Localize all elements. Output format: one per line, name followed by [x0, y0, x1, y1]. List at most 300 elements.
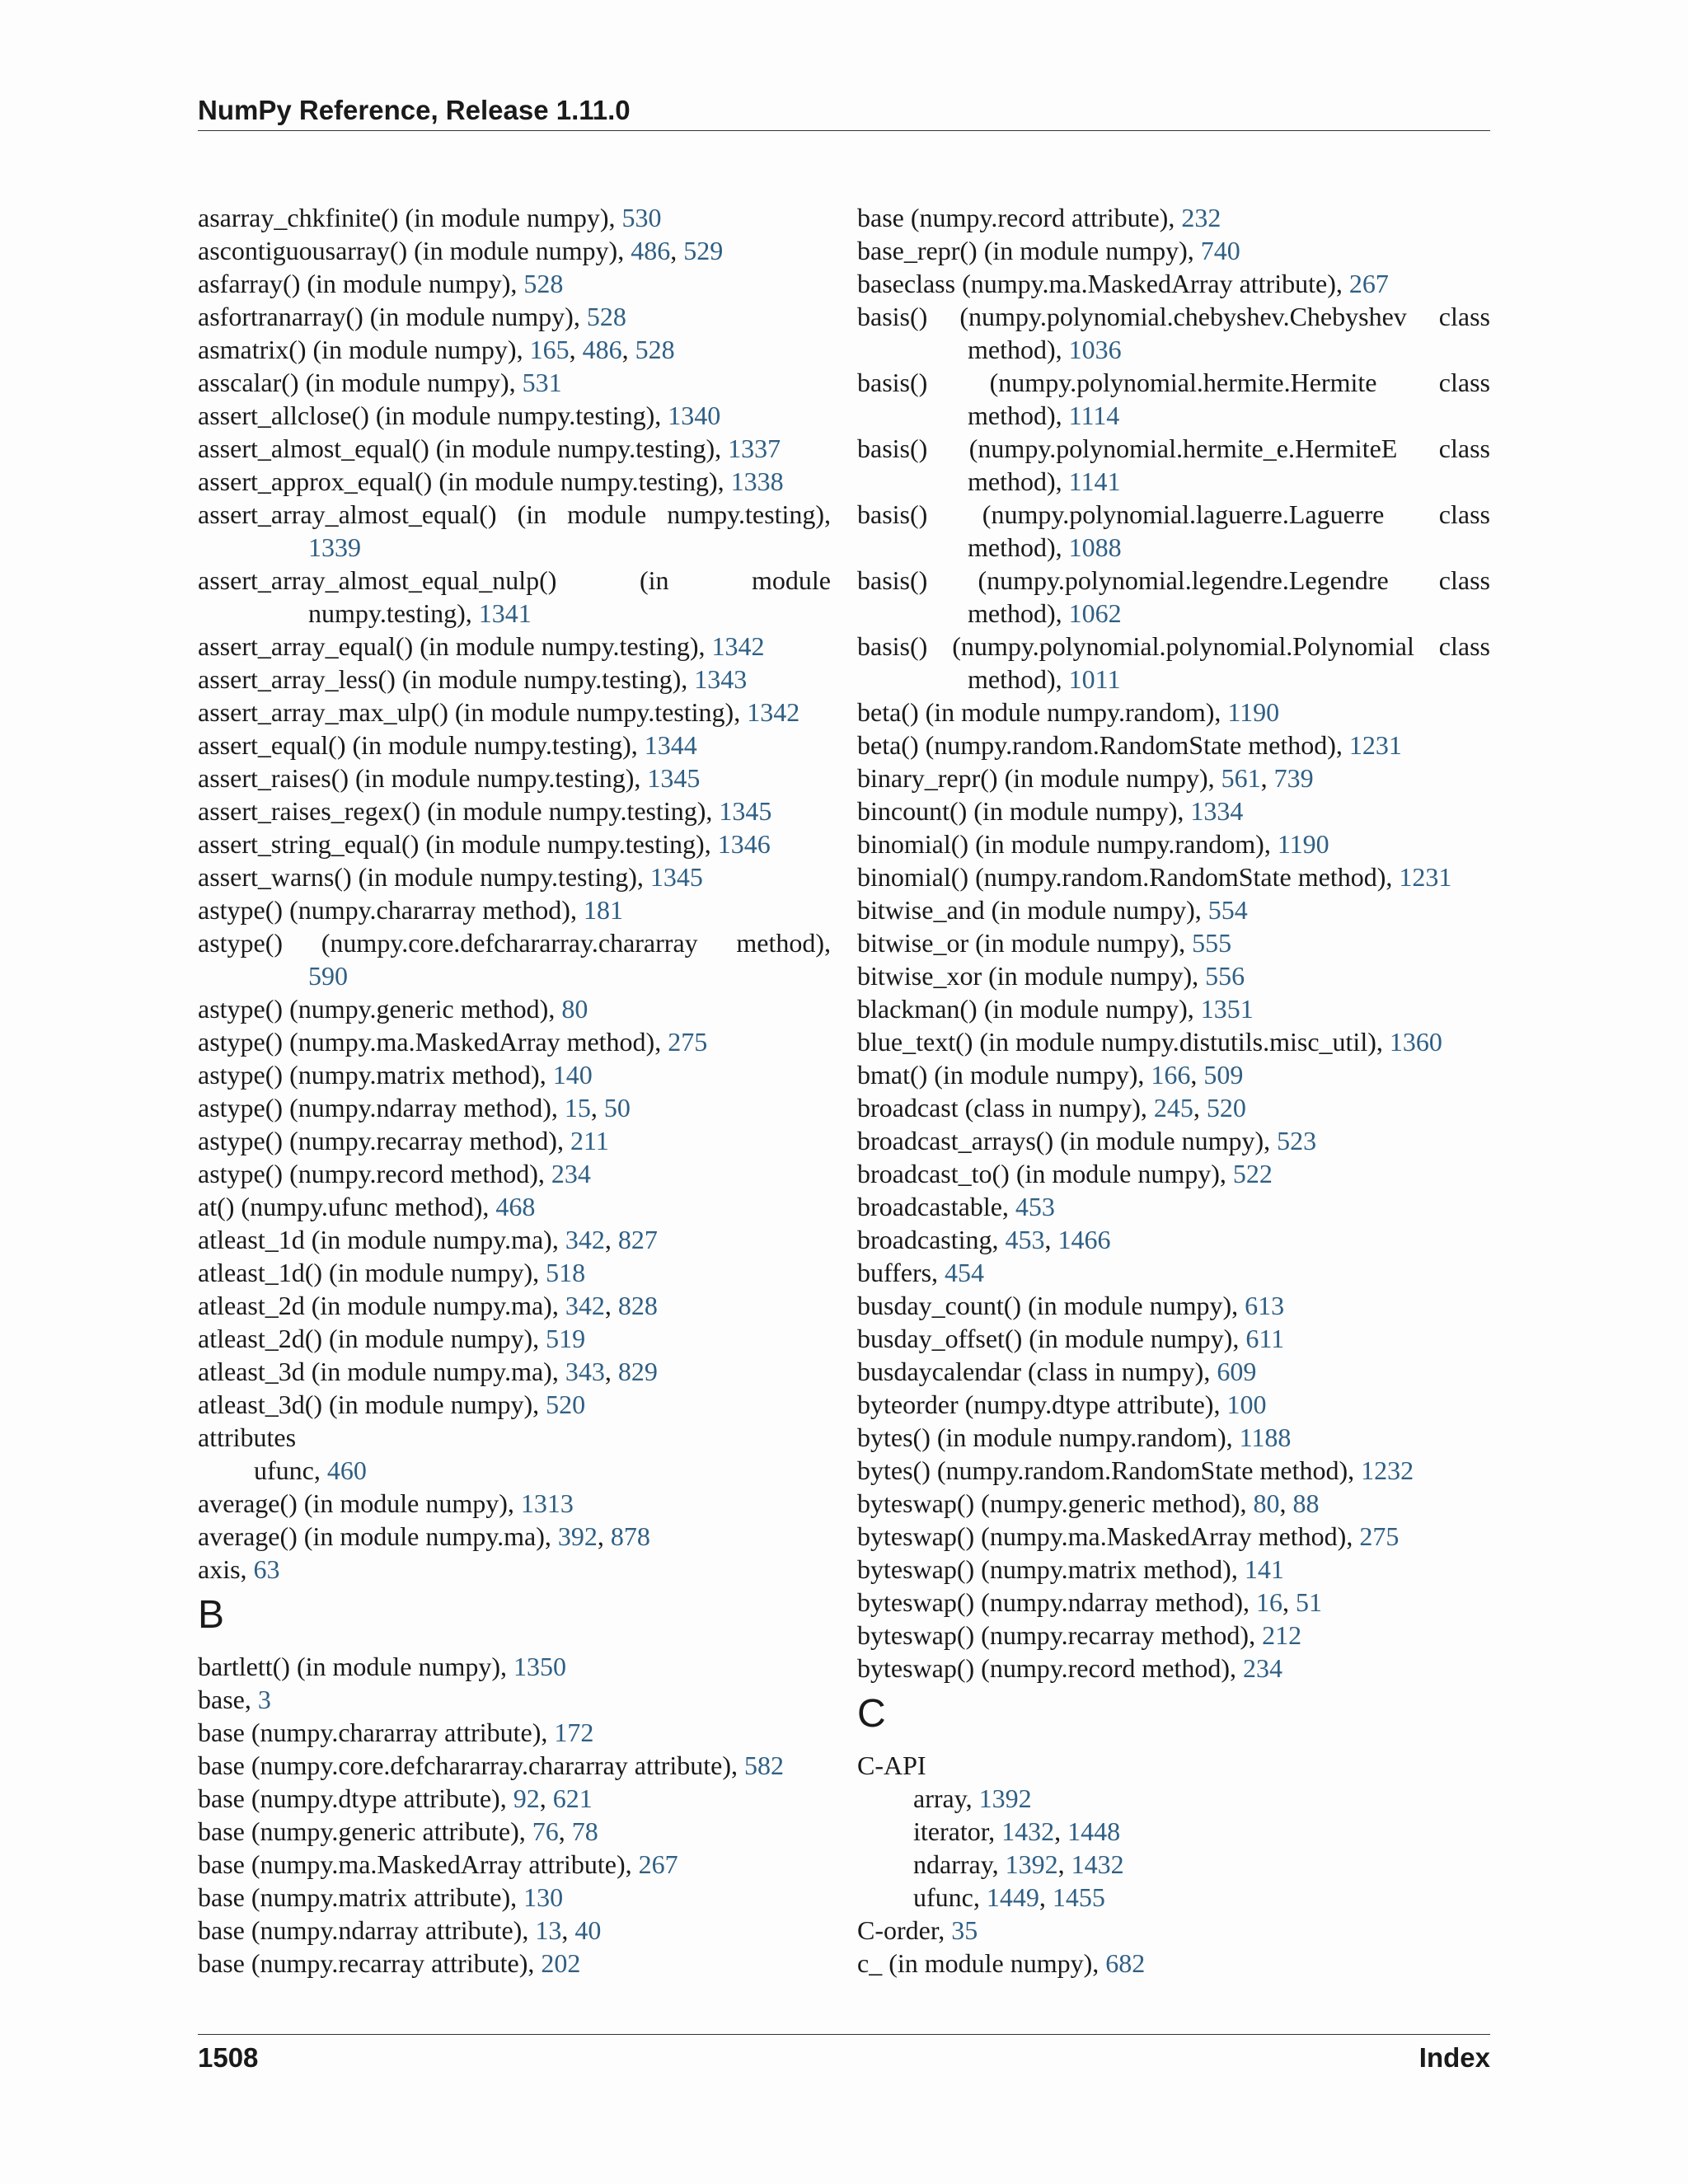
page-link[interactable]: 829 — [617, 1357, 658, 1386]
page-link[interactable]: 528 — [635, 335, 675, 364]
index-entry — [857, 1421, 1490, 1454]
page-separator: , — [1044, 1225, 1058, 1254]
page-separator: , — [558, 1816, 572, 1846]
index-letter-heading: B — [198, 1593, 225, 1637]
page-link[interactable]: 40 — [574, 1915, 602, 1945]
entry-text: broadcasting, — [857, 1225, 1006, 1254]
page-link[interactable]: 1062 — [1068, 598, 1122, 628]
entry-text: basis() (numpy.polynomial.laguerre.Laguerre class — [857, 499, 1490, 529]
index-entry — [198, 893, 831, 926]
index-entry — [857, 300, 1490, 333]
page-link[interactable]: 522 — [1232, 1159, 1273, 1188]
page-link[interactable]: 518 — [546, 1258, 586, 1287]
index-entry-continuation — [857, 465, 1490, 498]
index-entry-continuation — [198, 531, 831, 564]
entry-continuation-text: method), — [968, 335, 1069, 364]
index-entry — [857, 1157, 1490, 1190]
entry-text: beta() (numpy.random.RandomState method), — [857, 730, 1349, 760]
page-link[interactable]: 342 — [565, 1291, 605, 1320]
entry-text: basis() (numpy.polynomial.legendre.Legendre class — [857, 565, 1490, 595]
page-link[interactable]: 555 — [1192, 928, 1232, 958]
page-separator: , — [1057, 1849, 1071, 1879]
index-entry — [198, 630, 831, 663]
page-link[interactable]: 1337 — [728, 434, 781, 463]
index-entry — [198, 1650, 831, 1683]
page-link[interactable]: 1313 — [520, 1488, 574, 1518]
index-entry — [857, 1190, 1490, 1223]
index-entry — [198, 696, 831, 729]
page-link[interactable]: 486 — [631, 236, 671, 265]
page-link[interactable]: 1338 — [730, 466, 784, 496]
index-entry — [198, 1289, 831, 1322]
entry-text: assert_warns() (in module numpy.testing), — [198, 862, 650, 892]
entry-text: base (numpy.matrix attribute), — [198, 1882, 524, 1912]
index-entry — [857, 1652, 1490, 1685]
index-entry — [857, 794, 1490, 827]
entry-continuation-text: method), — [968, 664, 1069, 694]
page-link[interactable]: 181 — [583, 895, 623, 925]
page-link[interactable]: 621 — [552, 1783, 593, 1813]
entry-text: axis, — [198, 1554, 254, 1584]
index-entry-continuation — [857, 333, 1490, 366]
page-link[interactable]: 878 — [610, 1521, 650, 1551]
index-entry-continuation — [857, 663, 1490, 696]
index-entry — [198, 1256, 831, 1289]
index-entry — [198, 267, 831, 300]
page-separator: , — [1054, 1816, 1068, 1846]
entry-continuation-text: method), — [968, 401, 1069, 430]
page-link[interactable]: 556 — [1205, 961, 1245, 991]
entry-text: busday_offset() (in module numpy), — [857, 1324, 1246, 1353]
index-entry — [857, 1289, 1490, 1322]
page-link[interactable]: 232 — [1181, 203, 1221, 232]
page-link[interactable]: 609 — [1217, 1357, 1257, 1386]
entry-text: astype() (numpy.ndarray method), — [198, 1093, 565, 1122]
page-link[interactable]: 1345 — [649, 862, 703, 892]
page-separator: , — [670, 236, 684, 265]
entry-text: assert_string_equal() (in module numpy.testing), — [198, 829, 718, 859]
page-link[interactable]: 1088 — [1068, 532, 1122, 562]
entry-text: busdaycalendar (class in numpy), — [857, 1357, 1217, 1386]
entry-text: astype() (numpy.matrix method), — [198, 1060, 553, 1090]
index-entry — [198, 1749, 831, 1782]
entry-text: broadcastable, — [857, 1192, 1015, 1221]
entry-text: attributes — [198, 1422, 297, 1452]
page-link[interactable]: 1036 — [1068, 335, 1122, 364]
page-link[interactable]: 528 — [586, 302, 626, 331]
index-entry — [198, 1223, 831, 1256]
entry-text: base (numpy.ma.MaskedArray attribute), — [198, 1849, 639, 1879]
page-link[interactable]: 520 — [1206, 1093, 1246, 1122]
entry-text: bytes() (numpy.random.RandomState method), — [857, 1455, 1362, 1485]
page-link[interactable]: 561 — [1221, 763, 1261, 793]
index-entry — [857, 762, 1490, 794]
page-link[interactable]: 267 — [1348, 269, 1389, 298]
page-link[interactable]: 92 — [513, 1783, 540, 1813]
page-link[interactable]: 611 — [1245, 1324, 1285, 1353]
page-separator: , — [1039, 1882, 1053, 1912]
index-entry — [857, 1025, 1490, 1058]
page-link[interactable]: 80 — [1253, 1488, 1280, 1518]
entry-text: broadcast_arrays() (in module numpy), — [857, 1126, 1278, 1155]
index-entry — [198, 234, 831, 267]
page-link[interactable]: 267 — [638, 1849, 678, 1879]
entry-text: bincount() (in module numpy), — [857, 796, 1191, 826]
index-entry-continuation — [857, 399, 1490, 432]
page-link[interactable]: 520 — [546, 1390, 586, 1419]
entry-text: assert_array_almost_equal() (in module numpy.testing), — [198, 499, 831, 529]
index-entry — [857, 1388, 1490, 1421]
index-entry — [198, 1388, 831, 1421]
index-subentry — [857, 1815, 1490, 1848]
page-link[interactable]: 141 — [1244, 1554, 1284, 1584]
page-link[interactable]: 1190 — [1277, 829, 1329, 859]
index-entry — [198, 1058, 831, 1091]
index-entry — [857, 992, 1490, 1025]
index-entry — [857, 1124, 1490, 1157]
page-link[interactable]: 554 — [1207, 895, 1248, 925]
entry-text: base_repr() (in module numpy), — [857, 236, 1201, 265]
entry-text: buffers, — [857, 1258, 945, 1287]
entry-text: assert_approx_equal() (in module numpy.testing), — [198, 466, 731, 496]
index-subentry — [857, 1881, 1490, 1914]
index-entry — [198, 498, 831, 531]
index-entry-continuation — [857, 531, 1490, 564]
page-separator: , — [1260, 763, 1274, 793]
index-entry — [198, 1322, 831, 1355]
entry-continuation-text: method), — [968, 466, 1069, 496]
index-entry — [198, 1815, 831, 1848]
page-link[interactable]: 453 — [1015, 1192, 1055, 1221]
index-entry — [857, 1058, 1490, 1091]
page-link[interactable]: 1466 — [1057, 1225, 1111, 1254]
page-separator: , — [1279, 1488, 1293, 1518]
page-link[interactable]: 275 — [1359, 1521, 1400, 1551]
index-entry — [198, 1848, 831, 1881]
entry-continuation-text: method), — [968, 598, 1069, 628]
page-link[interactable]: 1190 — [1227, 697, 1280, 727]
footer-section: Index — [1418, 2042, 1490, 2073]
page-separator: , — [1193, 1093, 1207, 1122]
index-entry — [198, 794, 831, 827]
index-entry — [857, 366, 1490, 399]
page-link[interactable]: 1231 — [1348, 730, 1402, 760]
page-link[interactable]: 165 — [529, 335, 570, 364]
index-entry — [198, 465, 831, 498]
entry-text: bytes() (in module numpy.random), — [857, 1422, 1240, 1452]
index-entry — [198, 1421, 831, 1454]
page-separator: , — [1282, 1587, 1296, 1617]
page-link[interactable]: 739 — [1273, 763, 1314, 793]
entry-text: assert_array_max_ulp() (in module numpy.testing), — [198, 697, 748, 727]
entry-text: byteswap() (numpy.generic method), — [857, 1488, 1254, 1518]
entry-text: bitwise_and (in module numpy), — [857, 895, 1208, 925]
page-link[interactable]: 1455 — [1052, 1882, 1105, 1912]
page-link[interactable]: 1351 — [1200, 994, 1254, 1024]
page-separator: , — [604, 1225, 618, 1254]
page-link[interactable]: 1392 — [978, 1783, 1032, 1813]
index-entry — [857, 827, 1490, 860]
entry-text: asscalar() (in module numpy), — [198, 368, 523, 397]
footer-rule — [198, 2034, 1490, 2035]
page-separator: , — [1190, 1060, 1204, 1090]
index-entry — [198, 399, 831, 432]
page-link[interactable]: 454 — [945, 1258, 985, 1287]
index-subentry — [857, 1782, 1490, 1815]
page-link[interactable]: 1449 — [986, 1882, 1039, 1912]
entry-text: astype() (numpy.core.defchararray.chararray method), — [198, 928, 831, 958]
index-entry — [198, 827, 831, 860]
page-link[interactable]: 1339 — [308, 532, 361, 562]
page-link[interactable]: 1432 — [1001, 1816, 1055, 1846]
page-link[interactable]: 1345 — [719, 796, 772, 826]
index-entry — [857, 1322, 1490, 1355]
entry-text: astype() (numpy.generic method), — [198, 994, 562, 1024]
entry-text: assert_array_less() (in module numpy.testing), — [198, 664, 695, 694]
page-link[interactable]: 1341 — [478, 598, 532, 628]
entry-text: bitwise_or (in module numpy), — [857, 928, 1193, 958]
index-entry — [857, 959, 1490, 992]
index-entry — [198, 1157, 831, 1190]
entry-text: astype() (numpy.chararray method), — [198, 895, 584, 925]
index-entry — [198, 1553, 831, 1586]
page-link[interactable]: 468 — [495, 1192, 536, 1221]
page-link[interactable]: 453 — [1005, 1225, 1045, 1254]
entry-text: atleast_3d (in module numpy.ma), — [198, 1357, 565, 1386]
page-link[interactable]: 1188 — [1239, 1422, 1292, 1452]
entry-text: atleast_1d (in module numpy.ma), — [198, 1225, 565, 1254]
index-entry — [857, 1223, 1490, 1256]
entry-text: assert_array_almost_equal_nulp() (in module — [198, 565, 831, 595]
entry-text: asfarray() (in module numpy), — [198, 269, 524, 298]
index-entry — [198, 860, 831, 893]
entry-text: byteorder (numpy.dtype attribute), — [857, 1390, 1227, 1419]
page-link[interactable]: 1345 — [647, 763, 701, 793]
page-link[interactable]: 100 — [1226, 1390, 1267, 1419]
page-link[interactable]: 51 — [1296, 1587, 1322, 1617]
page-separator: , — [569, 335, 583, 364]
page-link[interactable]: 392 — [557, 1521, 598, 1551]
index-entry — [857, 1256, 1490, 1289]
page-link[interactable]: 1231 — [1399, 862, 1452, 892]
index-entry — [857, 1355, 1490, 1388]
page-link[interactable]: 130 — [523, 1882, 564, 1912]
entry-text: assert_raises() (in module numpy.testing), — [198, 763, 648, 793]
page-separator: , — [597, 1521, 611, 1551]
index-entry — [857, 1091, 1490, 1124]
index-column-left — [198, 201, 831, 1980]
index-entry-continuation — [857, 597, 1490, 630]
entry-text: assert_allclose() (in module numpy.testing), — [198, 401, 668, 430]
index-entry — [857, 267, 1490, 300]
index-entry — [198, 1782, 831, 1815]
entry-text: basis() (numpy.polynomial.hermite.Hermite class — [857, 368, 1490, 397]
page-link[interactable]: 140 — [552, 1060, 593, 1090]
index-entry — [198, 1124, 831, 1157]
page-link[interactable]: 63 — [253, 1554, 280, 1584]
page-link[interactable]: 1334 — [1190, 796, 1244, 826]
page-link[interactable]: 50 — [603, 1093, 631, 1122]
entry-text: assert_equal() (in module numpy.testing), — [198, 730, 645, 760]
page-link[interactable]: 1344 — [644, 730, 697, 760]
entry-text: C-API — [857, 1750, 926, 1780]
page-link[interactable]: 460 — [326, 1455, 367, 1485]
page-link[interactable]: 682 — [1105, 1948, 1146, 1978]
index-entry — [857, 1586, 1490, 1619]
page-link[interactable]: 211 — [570, 1126, 609, 1155]
entry-text: astype() (numpy.ma.MaskedArray method), — [198, 1027, 668, 1057]
page-link[interactable]: 1232 — [1361, 1455, 1414, 1485]
entry-text: base (numpy.recarray attribute), — [198, 1948, 542, 1978]
entry-text: C-order, — [857, 1915, 952, 1945]
page-link[interactable]: 245 — [1153, 1093, 1193, 1122]
page-link[interactable]: 234 — [1243, 1653, 1282, 1683]
entry-text: broadcast_to() (in module numpy), — [857, 1159, 1233, 1188]
page-link[interactable]: 275 — [668, 1027, 708, 1057]
index-subentry — [198, 1454, 831, 1487]
page-link[interactable]: 212 — [1262, 1620, 1302, 1650]
page-link[interactable]: 1392 — [1005, 1849, 1058, 1879]
entry-text: assert_array_equal() (in module numpy.testing), — [198, 631, 712, 661]
index-entry — [198, 1025, 831, 1058]
page-link[interactable]: 530 — [621, 203, 662, 232]
page-link[interactable]: 486 — [582, 335, 622, 364]
index-entry — [198, 1914, 831, 1947]
entry-text: average() (in module numpy.ma), — [198, 1521, 558, 1551]
index-entry — [857, 564, 1490, 597]
index-entry — [857, 1947, 1490, 1980]
entry-text: bitwise_xor (in module numpy), — [857, 961, 1206, 991]
index-entry — [198, 366, 831, 399]
page-link[interactable]: 1346 — [717, 829, 771, 859]
page-link[interactable]: 1114 — [1068, 401, 1120, 430]
entry-text: base (numpy.chararray attribute), — [198, 1718, 555, 1747]
page-link[interactable]: 528 — [523, 269, 564, 298]
page-link[interactable]: 15 — [564, 1093, 591, 1122]
page-link[interactable]: 202 — [541, 1948, 581, 1978]
page-separator: , — [604, 1357, 618, 1386]
page-header: NumPy Reference, Release 1.11.0 — [198, 95, 631, 125]
entry-text: base (numpy.record attribute), — [857, 203, 1182, 232]
entry-text: array, — [913, 1783, 979, 1813]
index-entry — [857, 696, 1490, 729]
index-entry — [198, 729, 831, 762]
page-link[interactable]: 582 — [744, 1750, 785, 1780]
page-link[interactable]: 234 — [551, 1159, 591, 1188]
page-link[interactable]: 613 — [1245, 1291, 1285, 1320]
page-link[interactable]: 1343 — [694, 664, 748, 694]
entry-text: beta() (in module numpy.random), — [857, 697, 1228, 727]
page-link[interactable]: 1141 — [1068, 466, 1121, 496]
entry-text: binomial() (numpy.random.RandomState method), — [857, 862, 1400, 892]
entry-text: assert_almost_equal() (in module numpy.testing), — [198, 434, 729, 463]
entry-text: binary_repr() (in module numpy), — [857, 763, 1221, 793]
index-entry — [198, 1520, 831, 1553]
page-link[interactable]: 35 — [951, 1915, 978, 1945]
page-link[interactable]: 531 — [522, 368, 562, 397]
entry-text: average() (in module numpy), — [198, 1488, 521, 1518]
entry-text: byteswap() (numpy.ndarray method), — [857, 1587, 1256, 1617]
page-link[interactable]: 13 — [535, 1915, 562, 1945]
page-link[interactable]: 1360 — [1389, 1027, 1442, 1057]
index-entry — [857, 1619, 1490, 1652]
entry-text: bmat() (in module numpy), — [857, 1060, 1151, 1090]
page-footer — [198, 2040, 1490, 2076]
index-entry — [198, 762, 831, 794]
entry-text: base, — [198, 1685, 258, 1714]
page-link[interactable]: 519 — [546, 1324, 586, 1353]
page-link[interactable]: 590 — [308, 961, 348, 991]
page-link[interactable]: 1350 — [513, 1652, 567, 1681]
page-link[interactable]: 78 — [571, 1816, 598, 1846]
index-subentry — [857, 1848, 1490, 1881]
entry-text: asfortranarray() (in module numpy), — [198, 302, 587, 331]
page-link[interactable]: 1432 — [1071, 1849, 1124, 1879]
page-link[interactable]: 1011 — [1068, 664, 1121, 694]
page-link[interactable]: 1342 — [747, 697, 800, 727]
page-link[interactable]: 1340 — [668, 401, 721, 430]
entry-text: base (numpy.core.defchararray.chararray attribute), — [198, 1750, 745, 1780]
page-link[interactable]: 80 — [561, 994, 588, 1024]
page-link[interactable]: 509 — [1203, 1060, 1244, 1090]
entry-text: blackman() (in module numpy), — [857, 994, 1201, 1024]
index-entry — [198, 926, 831, 959]
page-link[interactable]: 529 — [683, 236, 724, 265]
entry-text: byteswap() (numpy.ma.MaskedArray method), — [857, 1521, 1360, 1551]
page-link[interactable]: 827 — [617, 1225, 658, 1254]
entry-text: atleast_3d() (in module numpy), — [198, 1390, 546, 1419]
index-entry — [857, 926, 1490, 959]
entry-text: asmatrix() (in module numpy), — [198, 335, 530, 364]
entry-text: byteswap() (numpy.matrix method), — [857, 1554, 1245, 1584]
index-entry — [857, 201, 1490, 234]
index-entry — [857, 234, 1490, 267]
page-link[interactable]: 166 — [1151, 1060, 1191, 1090]
index-column-right — [857, 201, 1490, 1980]
page-link[interactable]: 828 — [617, 1291, 658, 1320]
index-entry — [198, 1716, 831, 1749]
index-entry — [857, 1749, 1490, 1782]
entry-text: c_ (in module numpy), — [857, 1948, 1106, 1978]
page-link[interactable]: 740 — [1200, 236, 1240, 265]
index-entry — [857, 729, 1490, 762]
page-separator: , — [621, 335, 635, 364]
index-entry-continuation — [198, 959, 831, 992]
entry-text: assert_raises_regex() (in module numpy.testing), — [198, 796, 720, 826]
page-link[interactable]: 523 — [1277, 1126, 1317, 1155]
entry-text: basis() (numpy.polynomial.polynomial.Polynomial class — [857, 631, 1490, 661]
entry-text: busday_count() (in module numpy), — [857, 1291, 1245, 1320]
entry-text: iterator, — [913, 1816, 1002, 1846]
page-link[interactable]: 3 — [257, 1685, 271, 1714]
page-link[interactable]: 172 — [554, 1718, 594, 1747]
page-link[interactable]: 16 — [1256, 1587, 1282, 1617]
page-separator: , — [590, 1093, 604, 1122]
page-link[interactable]: 1342 — [711, 631, 765, 661]
page-link[interactable]: 342 — [565, 1225, 605, 1254]
page-number: 1508 — [198, 2042, 259, 2073]
entry-text: binomial() (in module numpy.random), — [857, 829, 1278, 859]
page-link[interactable]: 88 — [1292, 1488, 1320, 1518]
index-letter-heading: C — [857, 1692, 886, 1736]
entry-text: base (numpy.dtype attribute), — [198, 1783, 513, 1813]
page-link[interactable]: 1448 — [1067, 1816, 1121, 1846]
page-link[interactable]: 76 — [532, 1816, 559, 1846]
page-link[interactable]: 343 — [565, 1357, 605, 1386]
entry-text: astype() (numpy.recarray method), — [198, 1126, 570, 1155]
index-entry — [857, 1487, 1490, 1520]
index-entry — [198, 333, 831, 366]
